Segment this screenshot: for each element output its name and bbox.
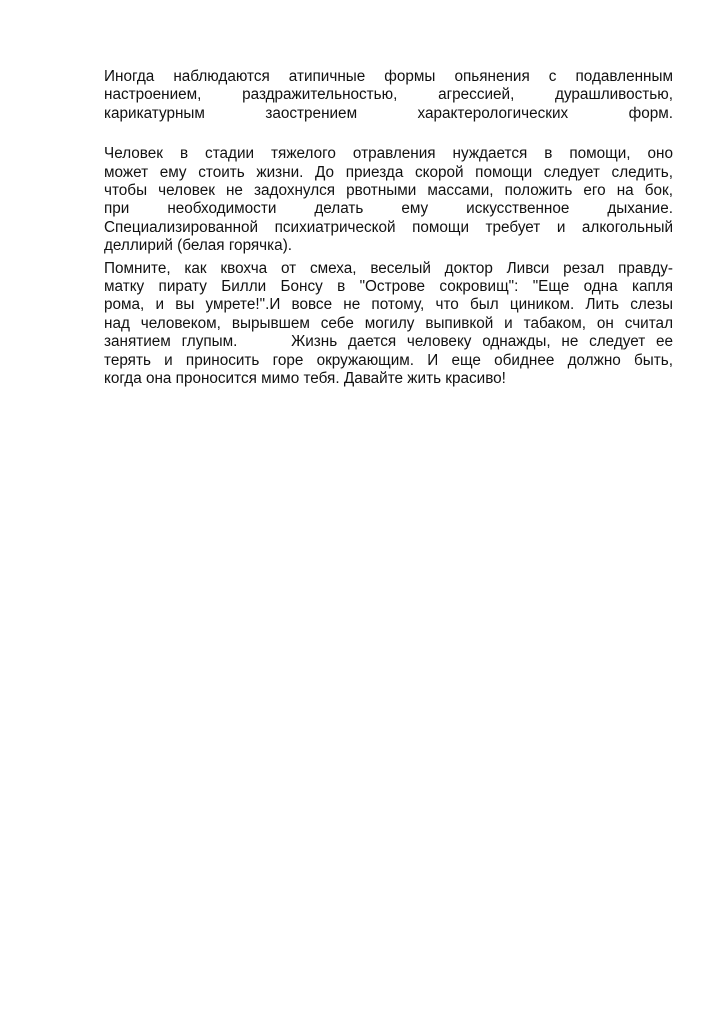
- text-line: когда она проносится мимо тебя. Давайте жить красиво!: [104, 370, 506, 388]
- text-line: настроением, раздражительностью, агрессией, дурашливостью,: [104, 86, 673, 104]
- text-line: матку пирату Билли Бонсу в "Острове сокровищ": "Еще одна капля: [104, 278, 673, 296]
- text-line: карикатурным заострением характерологических форм.: [104, 104, 673, 122]
- text-line: Помните, как квохча от смеха, веселый доктор Ливси резал правду-: [104, 259, 673, 277]
- text-line: Специализированной психиатрической помощи требует и алкогольный: [104, 218, 673, 236]
- text-line: может ему стоить жизни. До приезда скорой помощи следует следить,: [104, 163, 673, 181]
- document-page: [104, 68, 673, 389]
- text-line: над человеком, вырывшем себе могилу выпивкой и табаком, он считал: [104, 314, 673, 332]
- text-line: при необходимости делать ему искусственное дыхание.: [104, 200, 673, 218]
- text-line: занятием глупым. Жизнь дается человеку однажды, не следует ее: [104, 333, 673, 351]
- text-line: Человек в стадии тяжелого отравления нуждается в помощи, оно: [104, 145, 673, 163]
- paragraph-doctor-livesey: [104, 260, 673, 389]
- text-line: деллирий (белая горячка).: [104, 237, 293, 255]
- text-line: Иногда наблюдаются атипичные формы опьянения с подавленным: [104, 68, 673, 85]
- paragraph-atypical-intoxication: [104, 68, 673, 123]
- text-line: чтобы человек не задохнулся рвотными массами, положить его на бок,: [104, 182, 673, 200]
- text-line: терять и приносить горе окружающим. И еще обиднее должно быть,: [104, 351, 673, 369]
- paragraph-severe-poisoning: [104, 145, 673, 255]
- text-line: рома, и вы умрете!".И вовсе не потому, что был циником. Лить слезы: [104, 296, 673, 314]
